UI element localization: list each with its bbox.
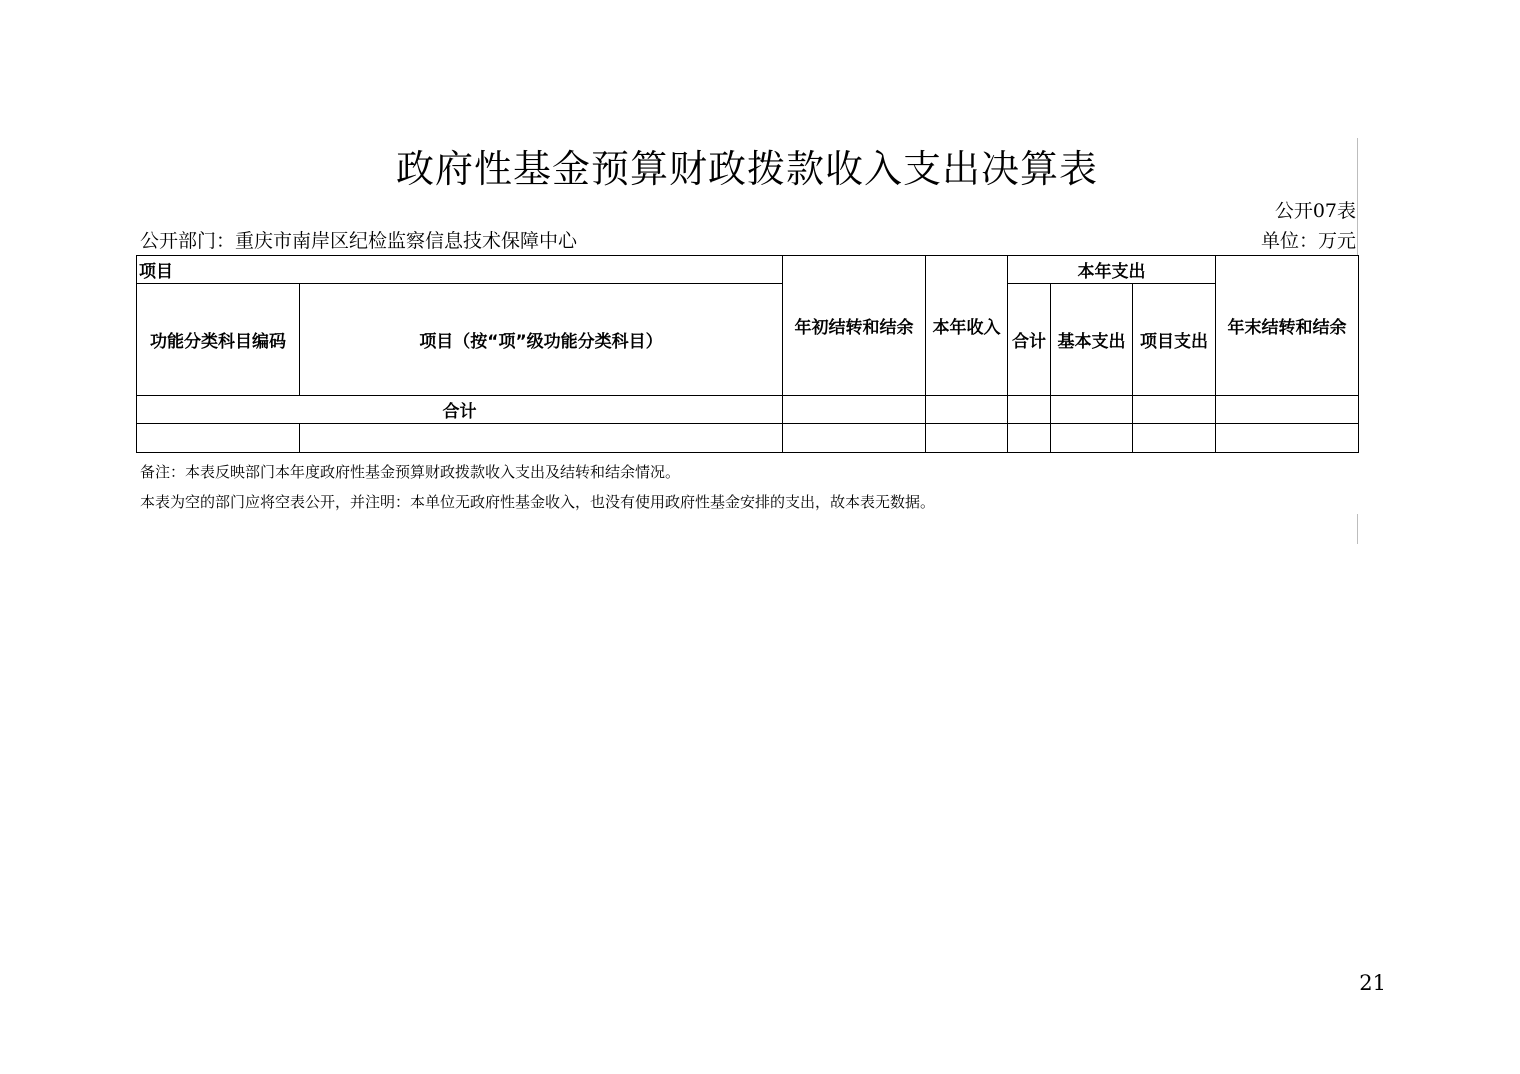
header-project-item: 项目（按“项”级功能分类科目）: [300, 284, 783, 396]
header-current-expense: 本年支出: [1008, 256, 1216, 284]
header-project-expense: 项目支出: [1133, 284, 1216, 396]
row-name: [300, 424, 783, 453]
header-current-income: 本年收入: [926, 256, 1008, 396]
header-project: 项目: [137, 256, 783, 284]
total-row: [137, 396, 1359, 424]
table-code: 公开07表: [1274, 200, 1356, 222]
right-border-line-bottom: [1357, 514, 1358, 544]
total-expense-total: [1008, 396, 1051, 424]
total-end-balance: [1216, 396, 1359, 424]
total-begin-balance: [783, 396, 926, 424]
total-project-expense: [1133, 396, 1216, 424]
header-end-balance: 年末结转和结余: [1216, 256, 1359, 396]
note-line-2: 本表为空的部门应将空表公开，并注明：本单位无政府性基金收入，也没有使用政府性基金安排的支出，故本表无数据。: [140, 493, 936, 511]
header-expense-total: 合计: [1008, 284, 1051, 396]
header-row-2: [137, 284, 1359, 396]
header-function-code: 功能分类科目编码: [137, 284, 300, 396]
row-basic-expense: [1051, 424, 1133, 453]
department-label: 公开部门：重庆市南岸区纪检监察信息技术保障中心: [140, 230, 578, 252]
row-end-balance: [1216, 424, 1359, 453]
row-current-income: [926, 424, 1008, 453]
row-begin-balance: [783, 424, 926, 453]
total-basic-expense: [1051, 396, 1133, 424]
row-project-expense: [1133, 424, 1216, 453]
table-row: [137, 424, 1359, 453]
total-label: 合计: [137, 396, 783, 424]
budget-table: [136, 255, 1359, 453]
unit-label: 单位：万元: [1260, 230, 1356, 252]
header-basic-expense: 基本支出: [1051, 284, 1133, 396]
note-line-1: 备注：本表反映部门本年度政府性基金预算财政拨款收入支出及结转和结余情况。: [140, 463, 681, 481]
total-current-income: [926, 396, 1008, 424]
page-number: 21: [1359, 971, 1386, 995]
header-begin-balance: 年初结转和结余: [783, 256, 926, 396]
row-code: [137, 424, 300, 453]
page-title: 政府性基金预算财政拨款收入支出决算表: [395, 147, 1098, 191]
row-expense-total: [1008, 424, 1051, 453]
header-row-1: [137, 256, 1359, 284]
